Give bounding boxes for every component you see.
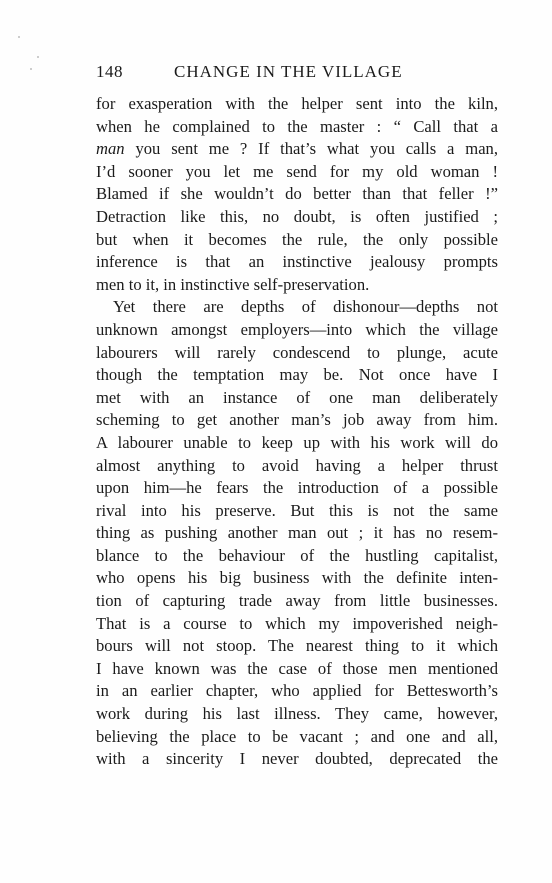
text-line: work during his last illness. They came, however, bbox=[96, 704, 498, 724]
text-line: men to it, in instinctive self-preservation. bbox=[96, 274, 370, 294]
text-line: scheming to get another man’s job away from him. bbox=[96, 410, 498, 430]
text-line: I have known was the case of those men mentioned bbox=[96, 658, 498, 678]
text-line: when he complained to the master : “ Call that a bbox=[96, 116, 498, 136]
text-line bbox=[96, 138, 498, 161]
text-line: I’d sooner you let me send for my old woman ! bbox=[96, 161, 498, 181]
text-line: thing as pushing another man out ; it has no resem- bbox=[96, 523, 498, 543]
paper-speck bbox=[18, 36, 20, 38]
text-line: inference is that an instinctive jealousy prompts bbox=[96, 252, 498, 272]
body-text bbox=[96, 93, 498, 771]
italic-word: man bbox=[96, 139, 125, 159]
text-line: Detraction like this, no doubt, is often justified ; bbox=[96, 206, 498, 226]
text-line: unknown amongst employers—into which the village bbox=[96, 319, 498, 339]
text-line: tion of capturing trade away from little businesses. bbox=[96, 591, 498, 611]
text-line: Blamed if she wouldn’t do better than that feller !” bbox=[96, 184, 498, 204]
text-line: with a sincerity I never doubted, deprecated the bbox=[96, 749, 498, 769]
text-line: though the temptation may be. Not once have I bbox=[96, 365, 498, 385]
text-line: That is a course to which my impoverished neigh- bbox=[96, 613, 498, 633]
running-title: CHANGE IN THE VILLAGE bbox=[174, 62, 403, 81]
text-line: in an earlier chapter, who applied for Bettesworth’s bbox=[96, 681, 498, 701]
running-head bbox=[96, 62, 498, 86]
text-line: bours will not stoop. The nearest thing to it which bbox=[96, 636, 498, 656]
text-line: A labourer unable to keep up with his work will do bbox=[96, 432, 498, 452]
text-line: for exasperation with the helper sent into the kiln, bbox=[96, 94, 498, 113]
text-line: who opens his big business with the definite inten- bbox=[96, 568, 498, 588]
text-line: but when it becomes the rule, the only possible bbox=[96, 229, 498, 249]
paper-speck bbox=[30, 68, 32, 70]
text-line: labourers will rarely condescend to plunge, acute bbox=[96, 342, 498, 362]
paragraph-first-line: Yet there are depths of dishonour—depths not bbox=[113, 297, 498, 317]
text-line: met with an instance of one man deliberately bbox=[96, 387, 498, 407]
text-line: upon him—he fears the introduction of a possible bbox=[96, 478, 498, 498]
text-line-rest: you sent me ? If that’s what you calls a man, bbox=[124, 139, 498, 159]
page-number: 148 bbox=[96, 62, 123, 81]
paper-speck bbox=[37, 56, 39, 58]
text-line: rival into his preserve. But this is not the same bbox=[96, 500, 498, 520]
text-line: blance to the behaviour of the hustling capitalist, bbox=[96, 545, 498, 565]
text-line: believing the place to be vacant ; and one and all, bbox=[96, 726, 498, 746]
text-line: almost anything to avoid having a helper thrust bbox=[96, 455, 498, 475]
